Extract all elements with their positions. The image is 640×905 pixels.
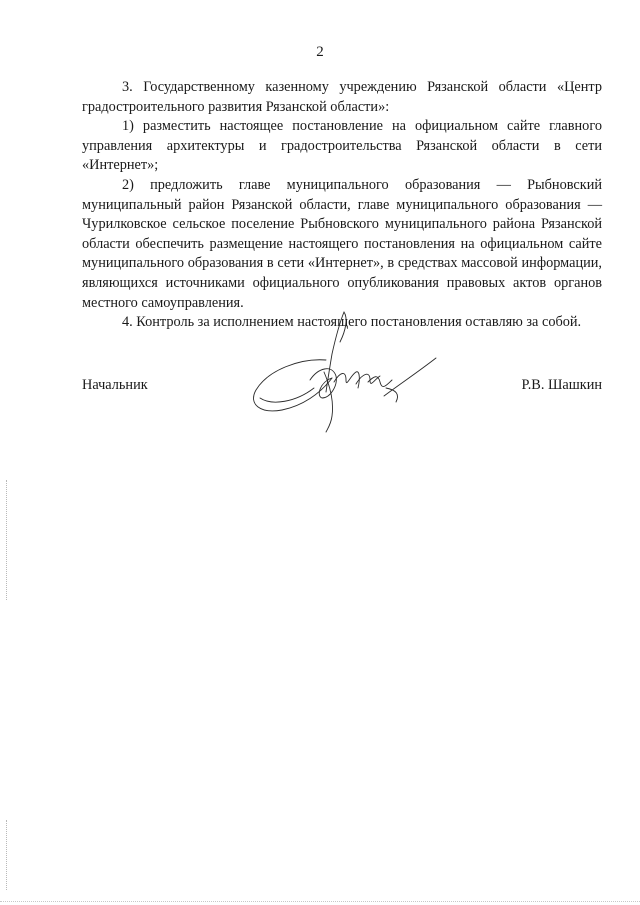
- scan-edge-artifact: [6, 480, 9, 600]
- paragraph-subitem-1: 1) разместить настоящее постановление на официальном сайте главного управления архитектуры и градостроительства Рязанской области в сети «Интернет»;: [82, 118, 602, 174]
- signatory-title: Начальник: [82, 377, 148, 393]
- paragraph-item-4: 4. Контроль за исполнением настоящего постановления оставляю за собой.: [122, 314, 582, 331]
- paragraph-subitem-2: 2) предложить главе муниципального образования — Рыбновский муниципальный район Рязанской области, главе муниципального образования — Чурилковское сельское поселение Рыбновского муниципального района Рязанской области обеспечить размещение настоящего постановления на официальном сайте муниципального образования в сети «Интернет», в средствах массовой информации, являющихся источниками официального опубликования правовых актов органов местного самоуправления.: [82, 176, 602, 311]
- page-number: 2: [316, 44, 324, 60]
- paragraph-item-3: 3. Государственному казенному учреждению Рязанской области «Центр градостроительного развития Рязанской области»:: [82, 79, 602, 115]
- signatory-name: Р.В. Шашкин: [521, 377, 602, 393]
- scan-bottom-edge: [0, 901, 640, 902]
- scan-edge-artifact: [6, 820, 9, 890]
- handwritten-signature: [240, 302, 440, 437]
- document-body: [82, 78, 602, 333]
